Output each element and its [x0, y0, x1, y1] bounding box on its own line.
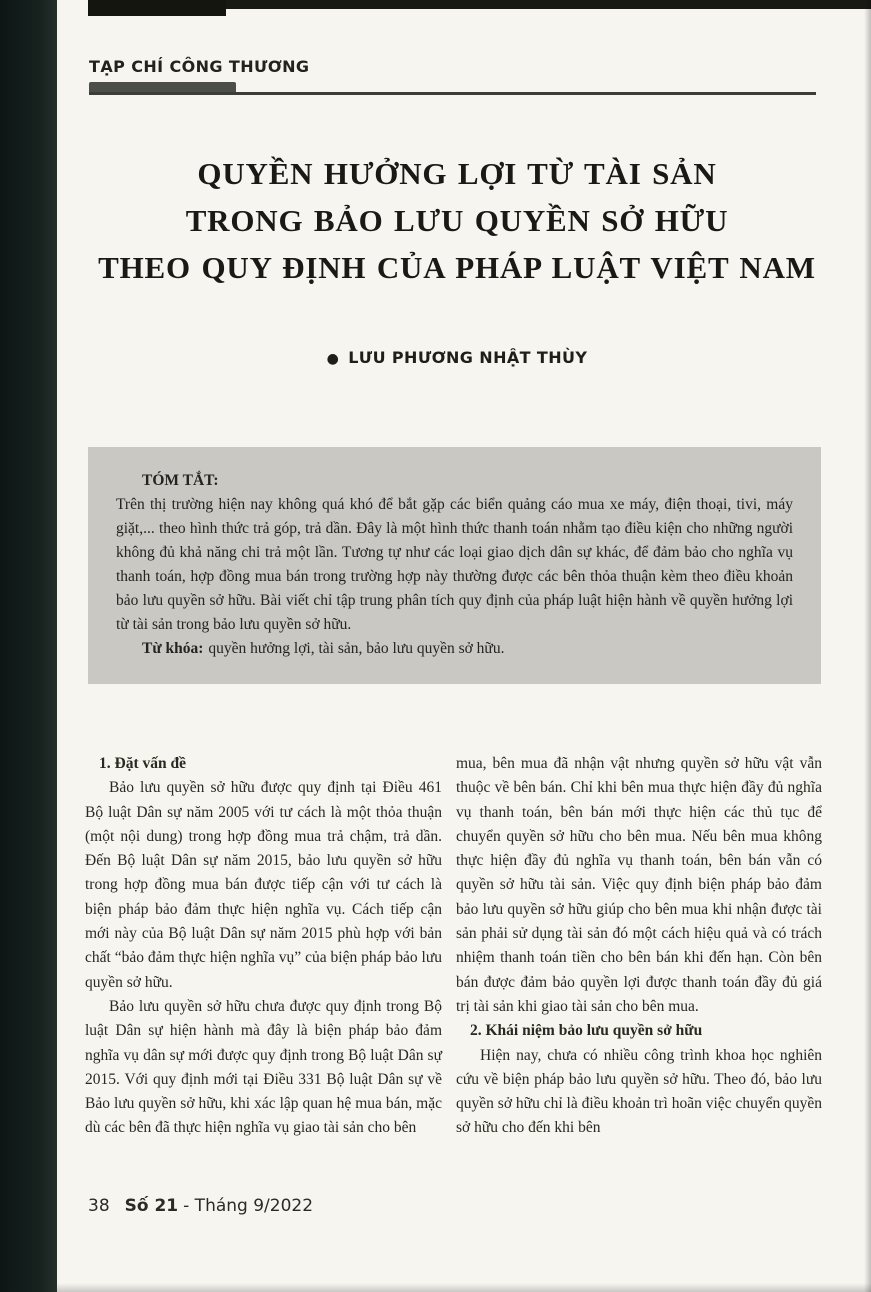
keywords-label: Từ khóa:: [142, 640, 204, 657]
left-paragraph-1: Bảo lưu quyền sở hữu được quy định tại Điều 461 Bộ luật Dân sự năm 2005 với tư cách là một thỏa thuận (một nội dung) trong hợp đồng mua trả chậm, trả dần. Đến Bộ luật Dân sự năm 2015, bảo lưu quyền sở hữu trong hợp đồng mua bán được tiếp cận với tư cách là biện pháp bảo đảm thực hiện nghĩa vụ. Cách tiếp cận mới này của Bộ luật Dân sự năm 2015 phù hợp với bản chất “bảo đảm thực hiện nghĩa vụ” của biện pháp bảo lưu quyền sở hữu.: [85, 779, 442, 991]
section-1-heading: 1. Đặt vấn đề: [99, 755, 186, 772]
scan-top-edge-thick: [88, 0, 226, 16]
abstract-heading: TÓM TẮT:: [142, 472, 219, 489]
body-column-right: [456, 752, 822, 1141]
journal-name: TẠP CHÍ CÔNG THƯƠNG: [89, 57, 310, 76]
author-line: [57, 348, 857, 367]
scan-right-shadow: [864, 0, 871, 1292]
left-paragraph-2: Bảo lưu quyền sở hữu chưa được quy định trong Bộ luật Dân sự hiện hành mà đây là biện pháp bảo đảm nghĩa vụ dân sự mới được quy định trong Bộ luật Dân sự 2015. Với quy định mới tại Điều 331 Bộ luật Dân sự về Bảo lưu quyền sở hữu, khi xác lập quan hệ mua bán, mặc dù các bên đã thực hiện nghĩa vụ giao tài sản cho bên: [85, 997, 442, 1137]
scan-left-edge: [0, 0, 57, 1292]
page-number: 38: [88, 1196, 110, 1216]
keywords-text: quyền hưởng lợi, tài sản, bảo lưu quyền sở hữu.: [208, 640, 505, 657]
issue-label: Số 21: [124, 1196, 179, 1216]
abstract-keywords: [116, 637, 793, 661]
title-line-2: TRONG BẢO LƯU QUYỀN SỞ HỮU: [185, 203, 729, 238]
article-title: [57, 150, 857, 291]
author-name: LƯU PHƯƠNG NHẬT THÙY: [348, 348, 588, 367]
masthead-rule: [89, 92, 816, 95]
right-paragraph-1: mua, bên mua đã nhận vật nhưng quyền sở hữu vật vẫn thuộc về bên bán. Chỉ khi bên mua thực hiện đầy đủ nghĩa vụ thanh toán, bên bán mới thực hiện các thủ tục để chuyển quyền sở hữu cho bên mua. Nếu bên mua không thực hiện đầy đủ nghĩa vụ thanh toán, bên bán vẫn có quyền sở hữu tài sản. Việc quy định biện pháp bảo đảm bảo lưu quyền sở hữu giúp cho bên mua khi nhận được tài sản phải sử dụng tài sản đó một cách hiệu quả và có trách nhiệm thanh toán tiền cho bên bán khi đến hạn. Còn bên bán được đảm bảo quyền lợi được thanh toán đầy đủ giá trị tài sản khi giao tài sản cho bên mua.: [456, 755, 822, 1015]
abstract-body: Trên thị trường hiện nay không quá khó để bắt gặp các biển quảng cáo mua xe máy, điện thoại, tivi, máy giặt,... theo hình thức trả góp, trả dần. Đây là một hình thức thanh toán nhằm tạo điều kiện cho những người không đủ khả năng chi trả một lần. Tương tự như các loại giao dịch dân sự khác, để đảm bảo cho nghĩa vụ thanh toán, hợp đồng mua bán trong trường hợp này thường được các bên thỏa thuận kèm theo điều khoản bảo lưu quyền sở hữu. Bài viết chỉ tập trung phân tích quy định của pháp luật hiện hành về quyền hưởng lợi từ tài sản trong bảo lưu quyền sở hữu.: [116, 496, 793, 633]
author-bullet-icon: ●: [326, 351, 340, 367]
abstract-box: [88, 447, 821, 684]
scan-bottom-shadow: [57, 1283, 871, 1292]
right-paragraph-2: Hiện nay, chưa có nhiều công trình khoa học nghiên cứu về biện pháp bảo lưu quyền sở hữu. Theo đó, bảo lưu quyền sở hữu chỉ là điều khoản trì hoãn việc chuyển quyền sở hữu cho đến khi bên: [456, 1046, 822, 1137]
title-line-1: QUYỀN HƯỞNG LỢI TỪ TÀI SẢN: [197, 156, 717, 191]
section-2-heading: 2. Khái niệm bảo lưu quyền sở hữu: [470, 1022, 703, 1040]
issue-date: - Tháng 9/2022: [183, 1196, 314, 1216]
body-column-left: [85, 752, 442, 1141]
title-line-3: THEO QUY ĐỊNH CỦA PHÁP LUẬT VIỆT NAM: [98, 250, 816, 285]
page-footer: [88, 1196, 313, 1216]
